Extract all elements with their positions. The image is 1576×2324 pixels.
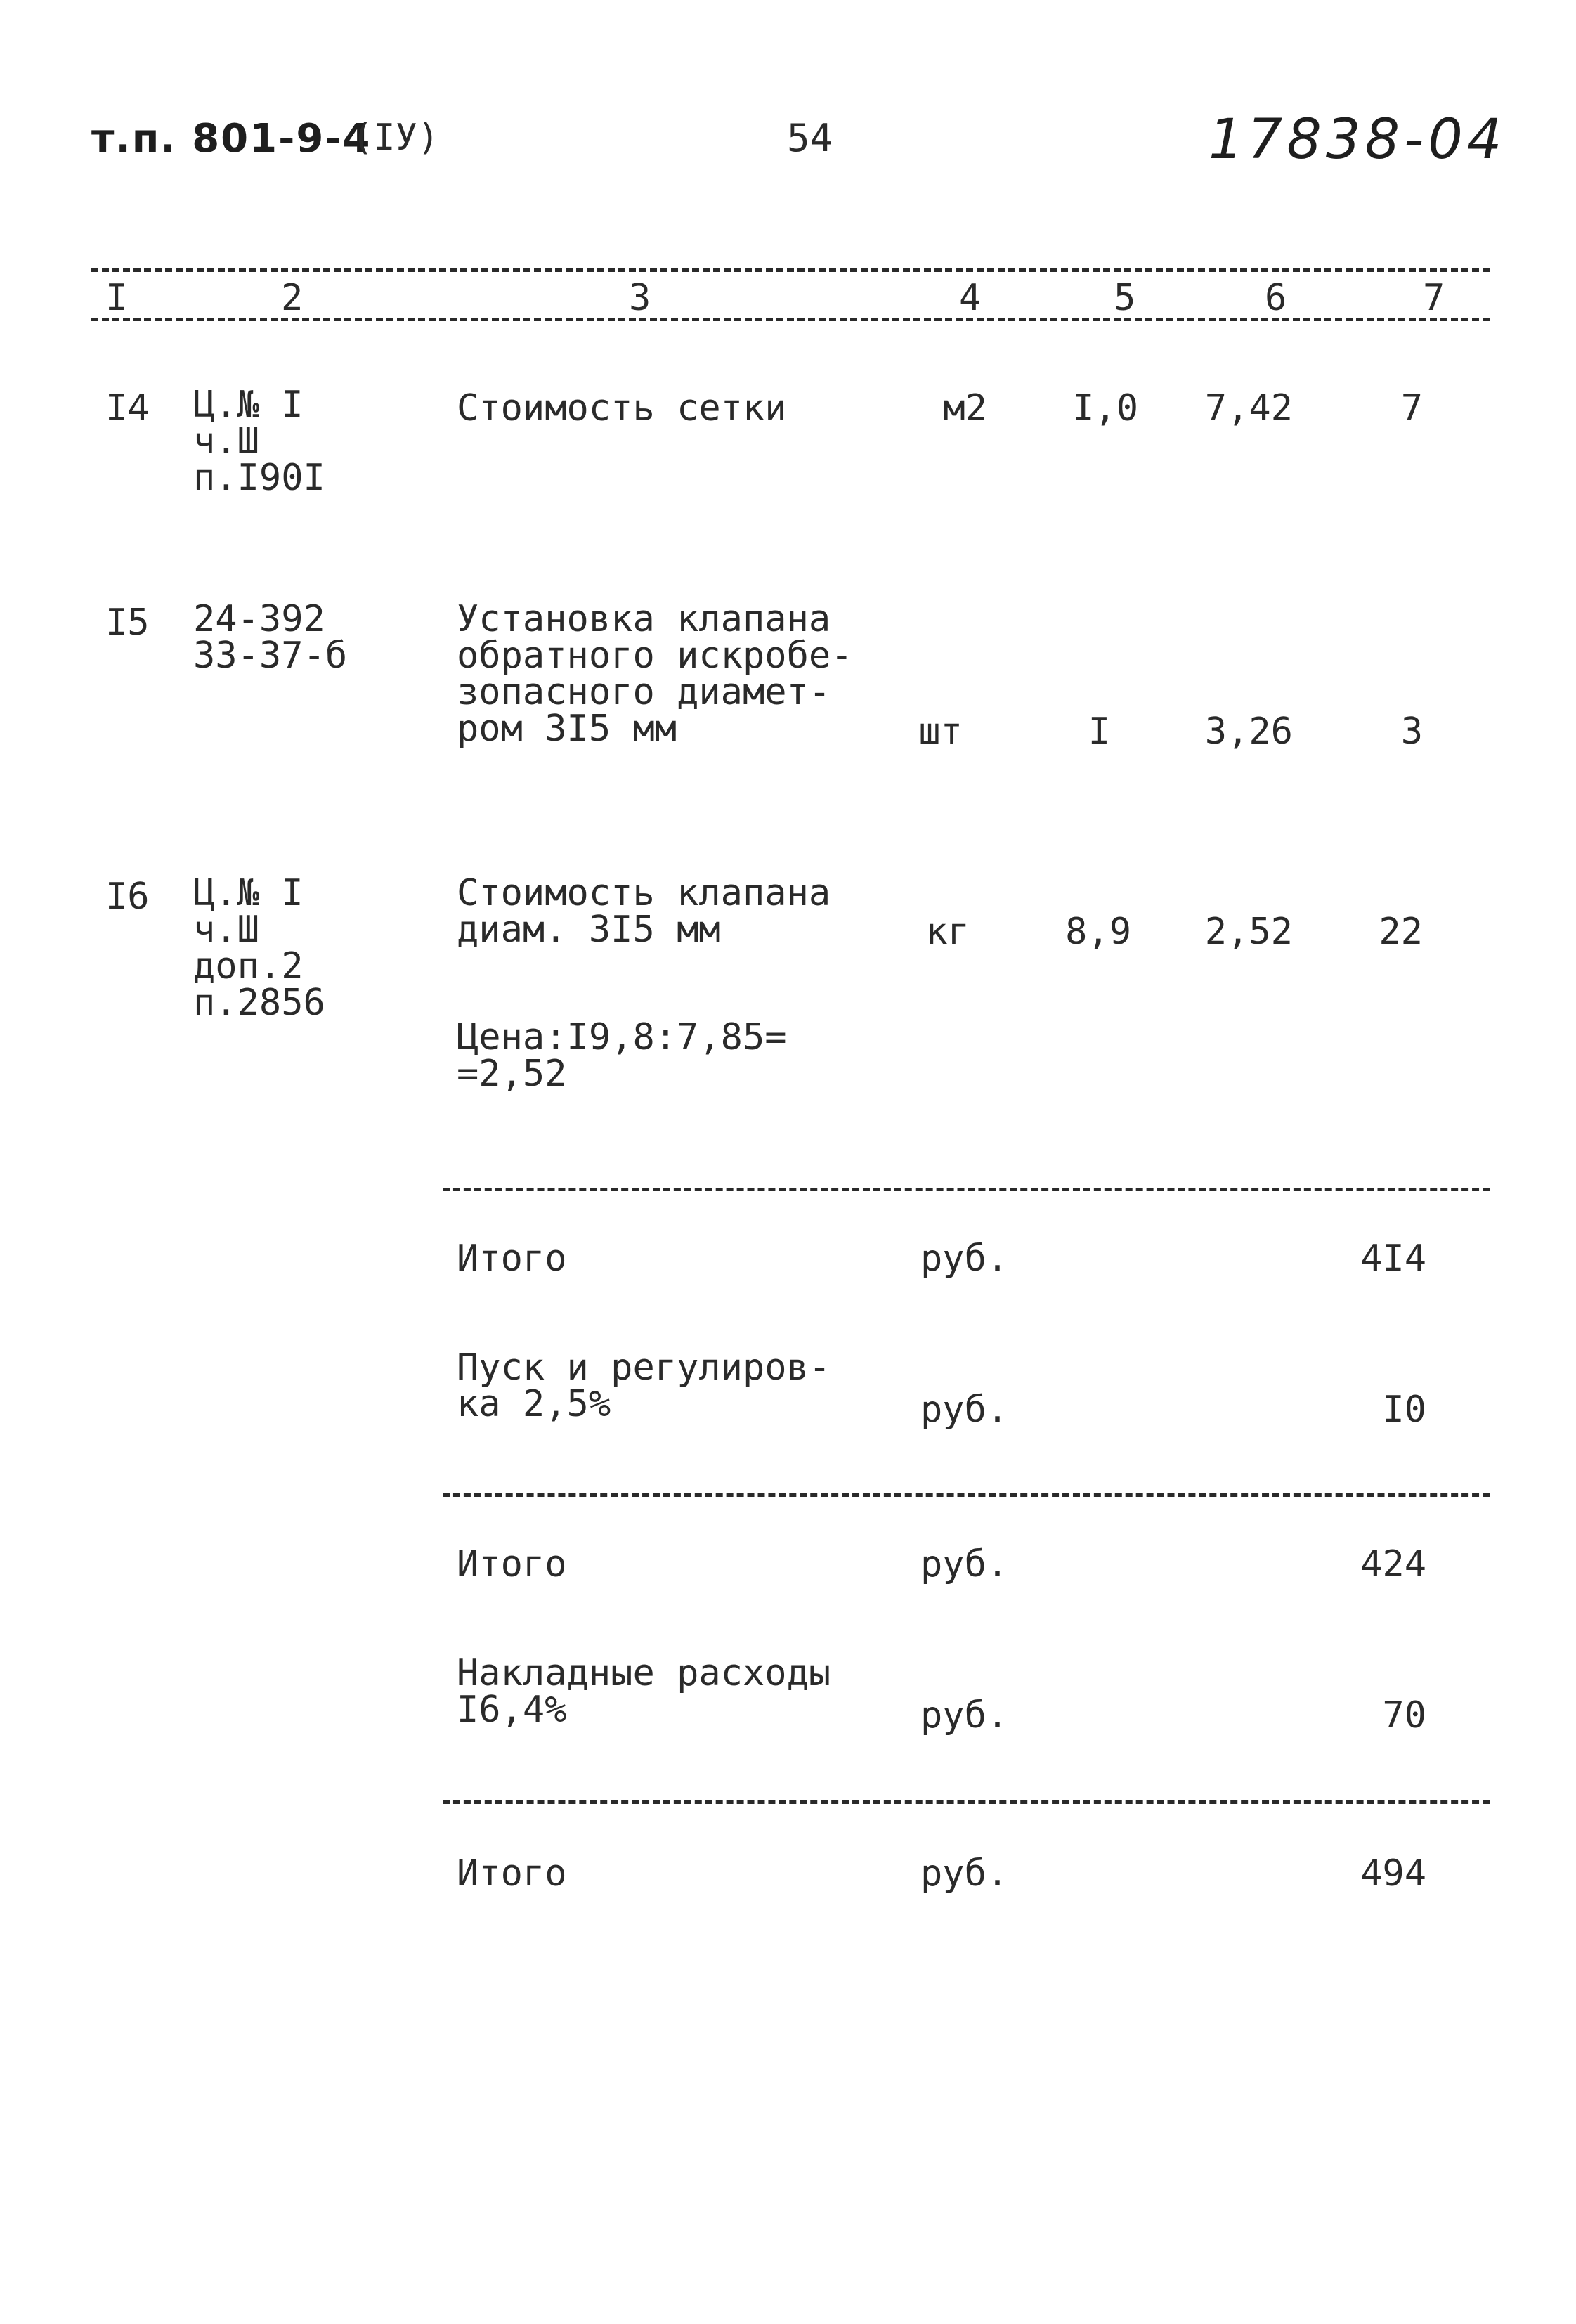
summary-divider [443, 1493, 1490, 1497]
summary-label: Итого [457, 1852, 567, 1895]
row-unit-price: 7,42 [1204, 387, 1293, 429]
summary-divider [443, 1188, 1490, 1191]
row-number: I6 [105, 876, 150, 918]
row-reference: 24-392 33-37-б [193, 598, 348, 677]
row-quantity: 8,9 [1065, 911, 1131, 953]
summary-value: 4I4 [1360, 1238, 1426, 1280]
column-header-6: 6 [1265, 277, 1287, 319]
summary-label: Итого [457, 1238, 567, 1280]
row-description: Стоимость сетки [457, 387, 787, 429]
summary-label: Пуск и регулиров- ка 2,5% [457, 1346, 831, 1425]
row-description: Стоимость клапана диам. 3I5 мм [457, 872, 831, 951]
row-number: I5 [105, 602, 150, 644]
row-unit-price: 2,52 [1204, 911, 1293, 953]
column-header-2: 2 [281, 277, 304, 319]
project-code: т.п. 801-9-4 [91, 116, 372, 162]
summary-value: 70 [1382, 1694, 1426, 1736]
summary-label: Накладные расходы I6,4% [457, 1652, 831, 1731]
table-header-rule [91, 318, 1490, 321]
row-reference: Ц.№ I ч.Ш доп.2 п.2856 [193, 872, 325, 1024]
summary-value: I0 [1382, 1389, 1426, 1431]
column-header-5: 5 [1114, 277, 1136, 319]
summary-unit: руб. [920, 1694, 1009, 1736]
row-total: 3 [1400, 710, 1423, 753]
table-top-rule [91, 268, 1490, 272]
row-unit: шт [918, 710, 963, 753]
column-header-1: I [105, 277, 128, 319]
summary-unit: руб. [920, 1389, 1009, 1431]
summary-unit: руб. [920, 1852, 1009, 1895]
page-number: 54 [787, 116, 833, 160]
summary-unit: руб. [920, 1238, 1009, 1280]
row-quantity: I [1088, 710, 1110, 753]
row-unit: м2 [943, 387, 987, 429]
row-unit: кг [925, 911, 970, 953]
project-code-suffix: (IУ) [351, 117, 440, 159]
summary-value: 424 [1360, 1543, 1426, 1585]
row-number: I4 [105, 387, 150, 429]
summary-unit: руб. [920, 1543, 1009, 1585]
summary-label: Итого [457, 1543, 567, 1585]
price-calculation-note: Цена:I9,8:7,85= =2,52 [457, 1016, 787, 1095]
column-header-3: 3 [629, 277, 651, 319]
row-total: 7 [1400, 387, 1423, 429]
row-unit-price: 3,26 [1204, 710, 1293, 753]
column-header-4: 4 [959, 277, 982, 319]
row-total: 22 [1379, 911, 1423, 953]
row-description: Установка клапана обратного искробе- зопасного диамет- ром 3I5 мм [457, 598, 853, 750]
column-header-7: 7 [1423, 277, 1445, 319]
summary-divider [443, 1800, 1490, 1804]
document-number: 17838-04 [1209, 108, 1506, 171]
row-quantity: I,0 [1072, 387, 1138, 429]
row-reference: Ц.№ I ч.Ш п.I90I [193, 384, 325, 499]
summary-value: 494 [1360, 1852, 1426, 1895]
